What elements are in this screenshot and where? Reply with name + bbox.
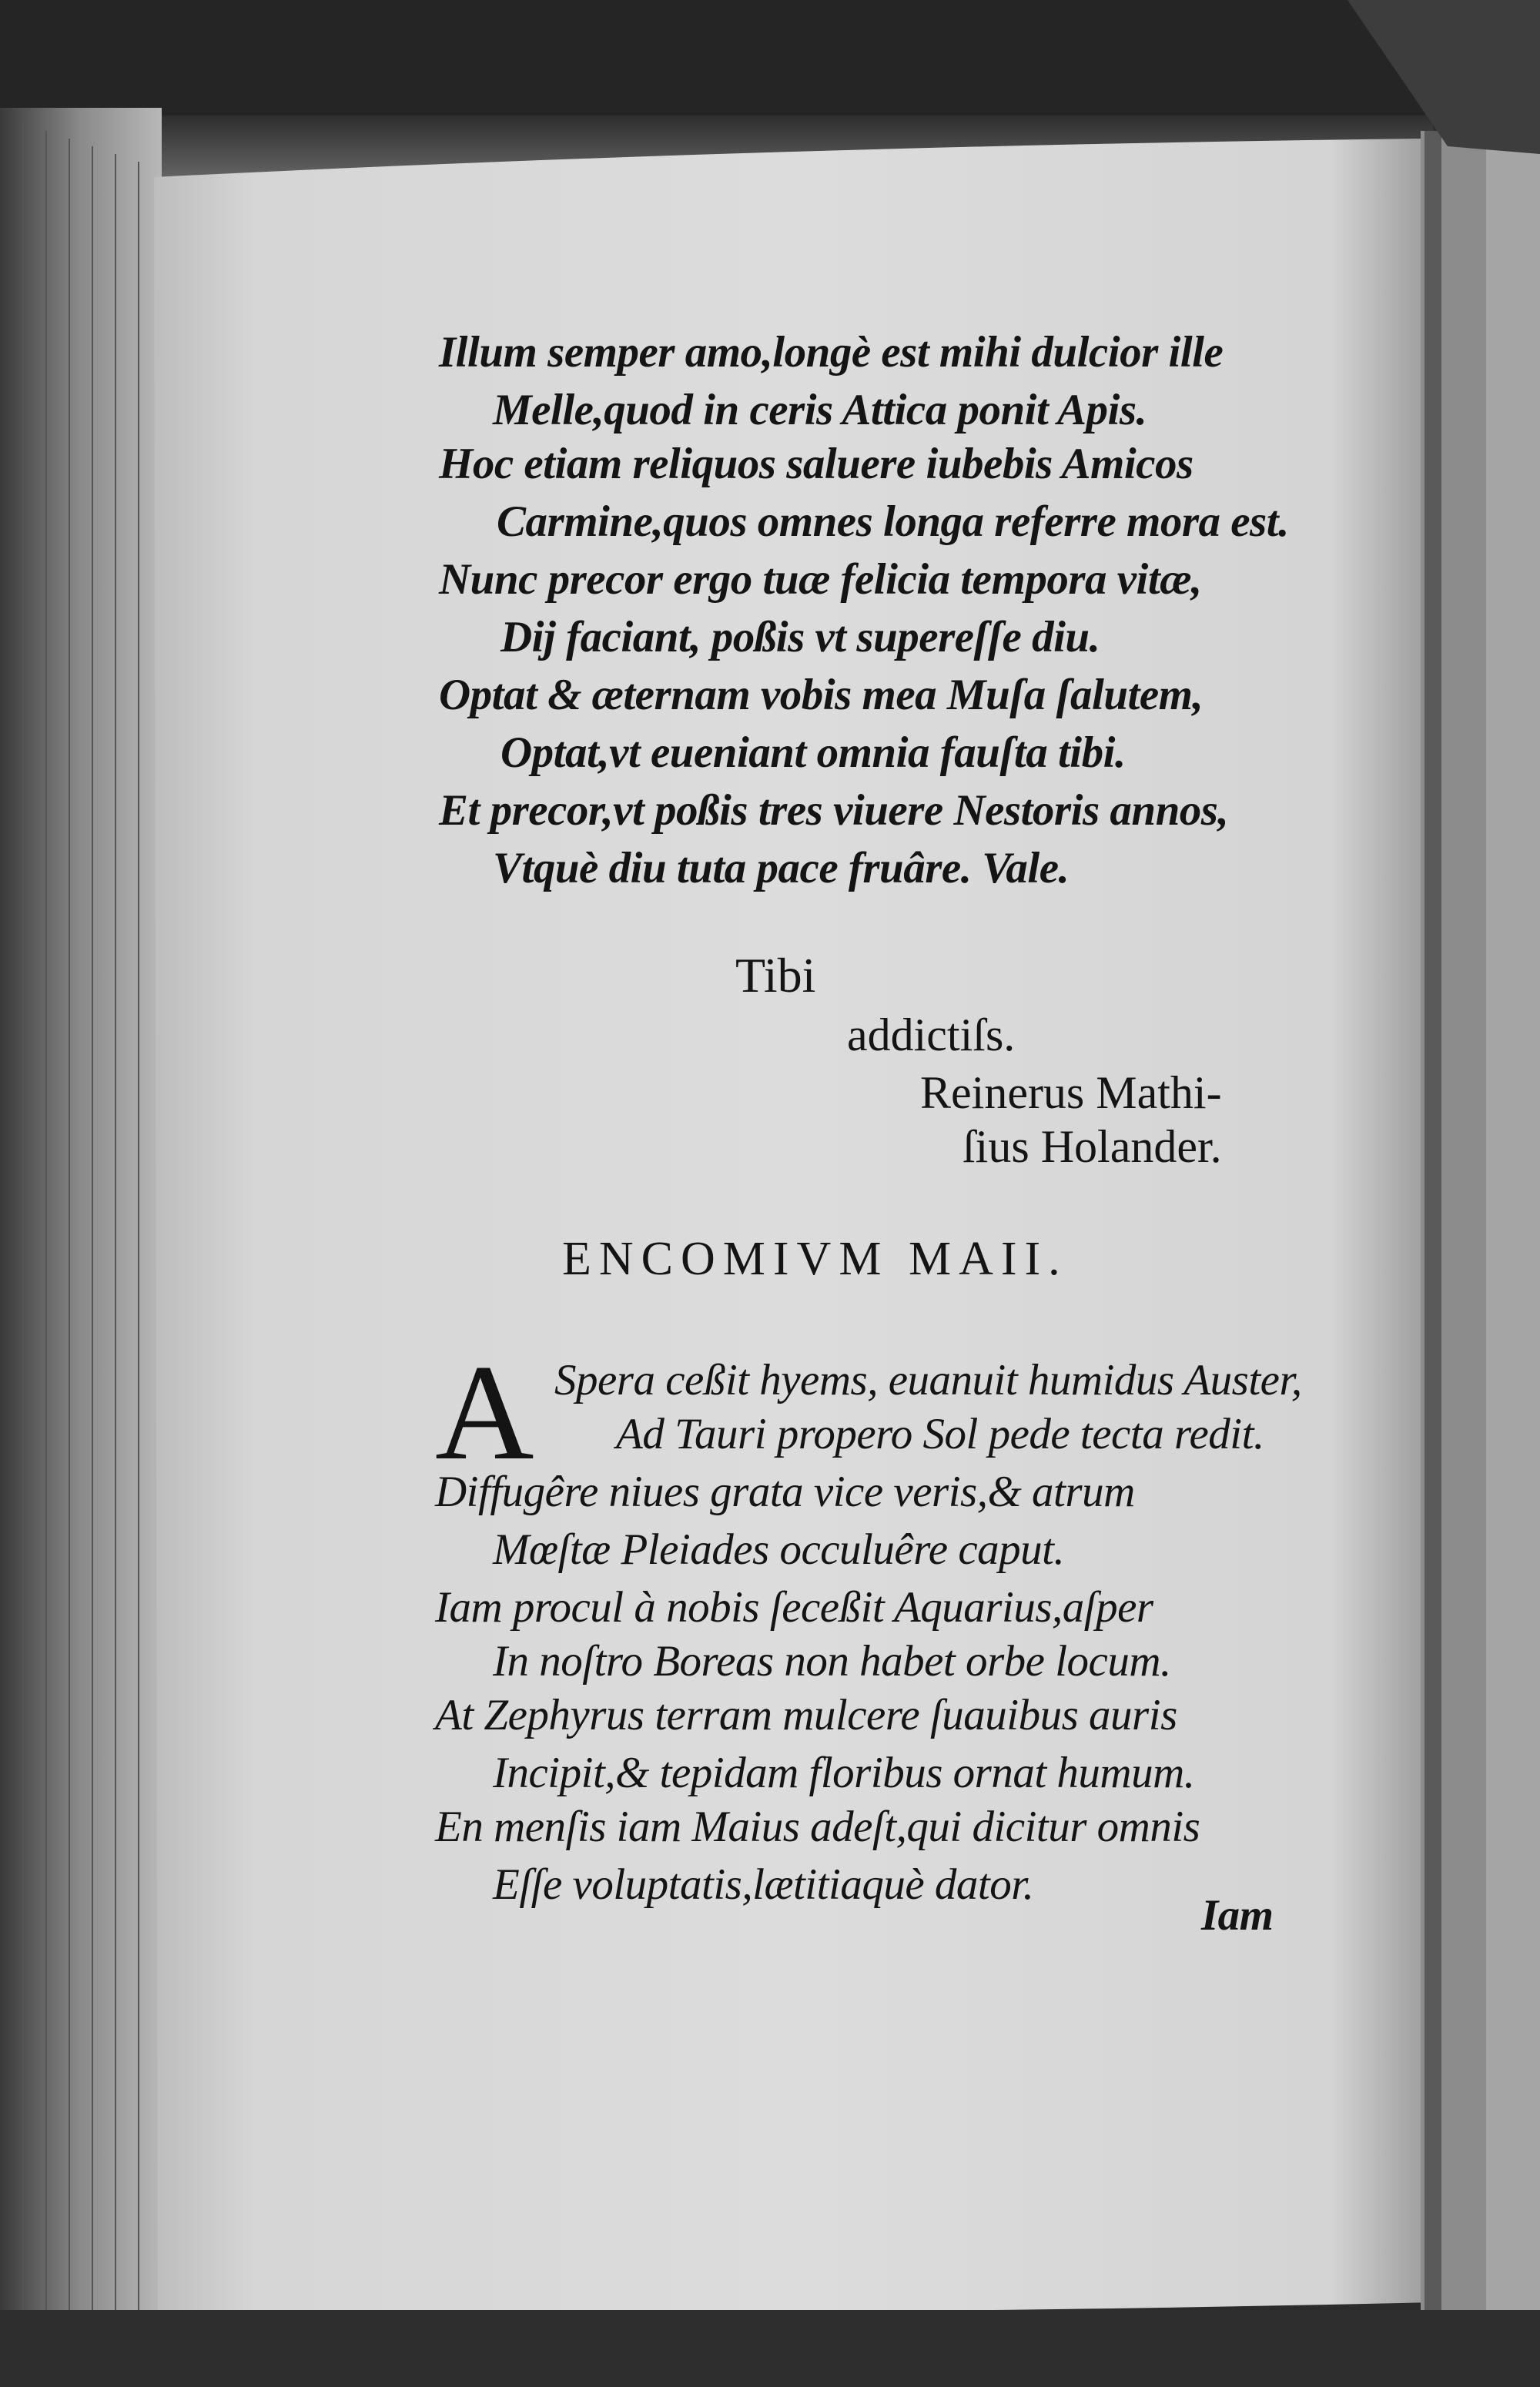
- drop-cap: A: [435, 1336, 534, 1488]
- poem-line-6: In noſtro Boreas non habet orbe locum.: [493, 1637, 1171, 1686]
- poem-line-10: Eſſe voluptatis,lætitiaquè dator.: [493, 1860, 1034, 1909]
- poem-line-9: En menſis iam Maius adeſt,qui dicitur omnis: [435, 1803, 1200, 1851]
- poem-line-8: Incipit,& tepidam floribus ornat humum.: [493, 1749, 1195, 1797]
- verse-line-9: Et precor,vt poßis tres viuere Nestoris annos,: [439, 786, 1229, 835]
- poem-line-2: Ad Tauri propero Sol pede tecta redit.: [616, 1410, 1264, 1458]
- poem-line-1: Spera ceßit hyems, euanuit humidus Auster,: [554, 1356, 1302, 1404]
- signature-line-3: Reinerus Mathi-: [920, 1067, 1222, 1118]
- signature-line-2: addictiſs.: [847, 1009, 1016, 1060]
- verse-line-4: Carmine,quos omnes longa referre mora est.: [497, 497, 1289, 546]
- poem-line-3: Diffugêre niues grata vice veris,& atrum: [435, 1468, 1135, 1516]
- verse-line-10: Vtquè diu tuta pace fruâre. Vale.: [493, 844, 1070, 892]
- verse-line-8: Optat,vt eueniant omnia fauſta tibi.: [500, 728, 1126, 777]
- verse-line-3: Hoc etiam reliquos saluere iubebis Amicos: [439, 440, 1194, 488]
- signature-line-1: Tibi: [735, 948, 816, 1003]
- poem-line-4: Mœſtæ Pleiades occuluêre caput.: [493, 1525, 1065, 1574]
- catchword: Iam: [1201, 1891, 1274, 1940]
- poem-line-7: At Zephyrus terram mulcere ſuauibus auris: [435, 1691, 1177, 1739]
- verse-line-5: Nunc precor ergo tuæ felicia tempora vitæ,: [439, 555, 1202, 604]
- poem-line-5: Iam procul à nobis ſeceßit Aquarius,aſper: [435, 1583, 1153, 1632]
- signature-line-4: ſius Holander.: [962, 1121, 1222, 1172]
- page-title: ENCOMIVM MAII.: [562, 1233, 1068, 1285]
- verse-line-1: Illum semper amo,longè est mihi dulcior ille: [439, 328, 1224, 377]
- verse-line-2: Melle,quod in ceris Attica ponit Apis.: [493, 386, 1147, 434]
- verse-line-7: Optat & æternam vobis mea Muſa ſalutem,: [439, 671, 1204, 719]
- verse-line-6: Dij faciant, poßis vt supereſſe diu.: [500, 613, 1100, 661]
